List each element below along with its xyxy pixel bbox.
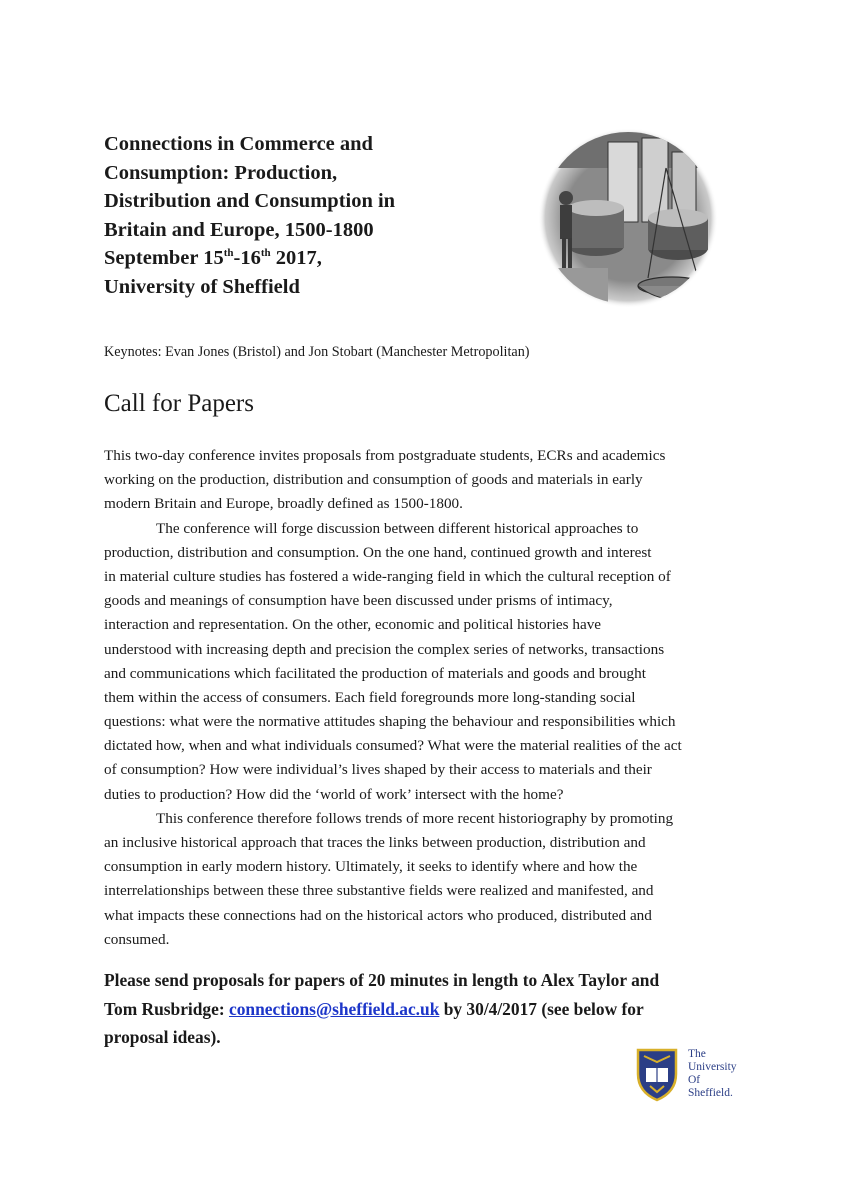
title-line-1: Connections in Commerce and	[104, 133, 373, 155]
title-line-2: Consumption: Production,	[104, 161, 338, 184]
university-logo	[632, 1044, 762, 1104]
proposal-recipient: Tom Rusbridge:	[104, 998, 229, 1019]
date-start: September 15	[104, 247, 224, 270]
keynotes: Keynotes: Evan Jones (Bristol) and Jon Stobart (Manchester Metropolitan)	[104, 344, 530, 360]
body-line: and communications which facilitated the production of materials and goods and brought	[104, 664, 646, 682]
body-line: working on the production, distribution and consumption of goods and materials in early	[104, 471, 643, 489]
engraving-vignette-image	[538, 128, 718, 308]
proposal-deadline: by 30/4/2017 (see below for	[439, 998, 644, 1019]
body-line: an inclusive historical approach that traces the links between production, distribution and	[104, 834, 646, 851]
title-line-3: Distribution and Consumption in	[104, 190, 396, 213]
title-line-4: Britain and Europe, 1500-1800	[104, 218, 374, 241]
body-line: duties to production? How did the ‘world of work’ intersect with the home?	[104, 785, 564, 803]
body-text	[104, 444, 764, 952]
crest-icon	[632, 1044, 682, 1102]
body-line: what impacts these connections had on the historical actors who produced, distributed and	[104, 906, 652, 924]
proposal-line-2	[104, 995, 744, 1024]
event-venue: University of Sheffield	[104, 275, 300, 298]
body-line: This two-day conference invites proposals from postgraduate students, ECRs and academics	[104, 447, 666, 464]
logo-line-1: The	[688, 1048, 706, 1060]
body-line: consumed.	[104, 930, 170, 948]
body-line: consumption in early modern history. Ultimately, it seeks to identify where and how the	[104, 858, 638, 876]
proposal-line-3: proposal ideas).	[104, 1027, 221, 1047]
proposal-instructions	[104, 966, 744, 1052]
body-line: The conference will forge discussion between different historical approaches to	[156, 519, 639, 537]
logo-line-3: Of	[688, 1074, 701, 1086]
event-title	[104, 130, 464, 302]
date-ordinal-1: th	[223, 247, 234, 260]
body-line: This conference therefore follows trends of more recent historiography by promoting	[156, 809, 674, 827]
body-line: interaction and representation. On the other, economic and political histories have	[104, 616, 602, 634]
body-line: dictated how, when and what individuals consumed? What were the material realities of the act	[104, 737, 682, 755]
logo-wordmark	[688, 1048, 737, 1100]
body-line: them within the access of consumers. Each field foregrounds more long-standing social	[104, 688, 636, 706]
body-line: understood with increasing depth and precision the complex series of networks, transactions	[104, 640, 665, 658]
body-line: goods and meanings of consumption have been discussed under prisms of intimacy,	[104, 592, 613, 610]
date-end: -16	[233, 247, 261, 270]
logo-line-4: Sheffield.	[688, 1087, 733, 1099]
email-link[interactable]: connections@sheffield.ac.uk	[228, 998, 440, 1019]
body-line: interrelationships between these three substantive fields were realized and manifested, and	[104, 882, 654, 900]
proposal-line-1: Please send proposals for papers of 20 minutes in length to Alex Taylor and	[104, 970, 660, 990]
section-heading: Call for Papers	[104, 390, 254, 417]
body-line: questions: what were the normative attitudes shaping the behaviour and responsibilities which	[104, 713, 676, 731]
body-line: in material culture studies has fostered a wide-ranging field in which the cultural reception of	[104, 567, 671, 585]
logo-line-2: University	[688, 1061, 737, 1073]
date-year: 2017,	[270, 247, 322, 270]
body-line: production, distribution and consumption. On the one hand, continued growth and interest	[104, 543, 652, 561]
date-ordinal-2: th	[260, 247, 271, 260]
body-line: modern Britain and Europe, broadly defined as 1500-1800.	[104, 495, 463, 513]
body-line: of consumption? How were individual’s lives shaped by their access to materials and their	[104, 761, 652, 779]
event-date	[104, 247, 322, 269]
